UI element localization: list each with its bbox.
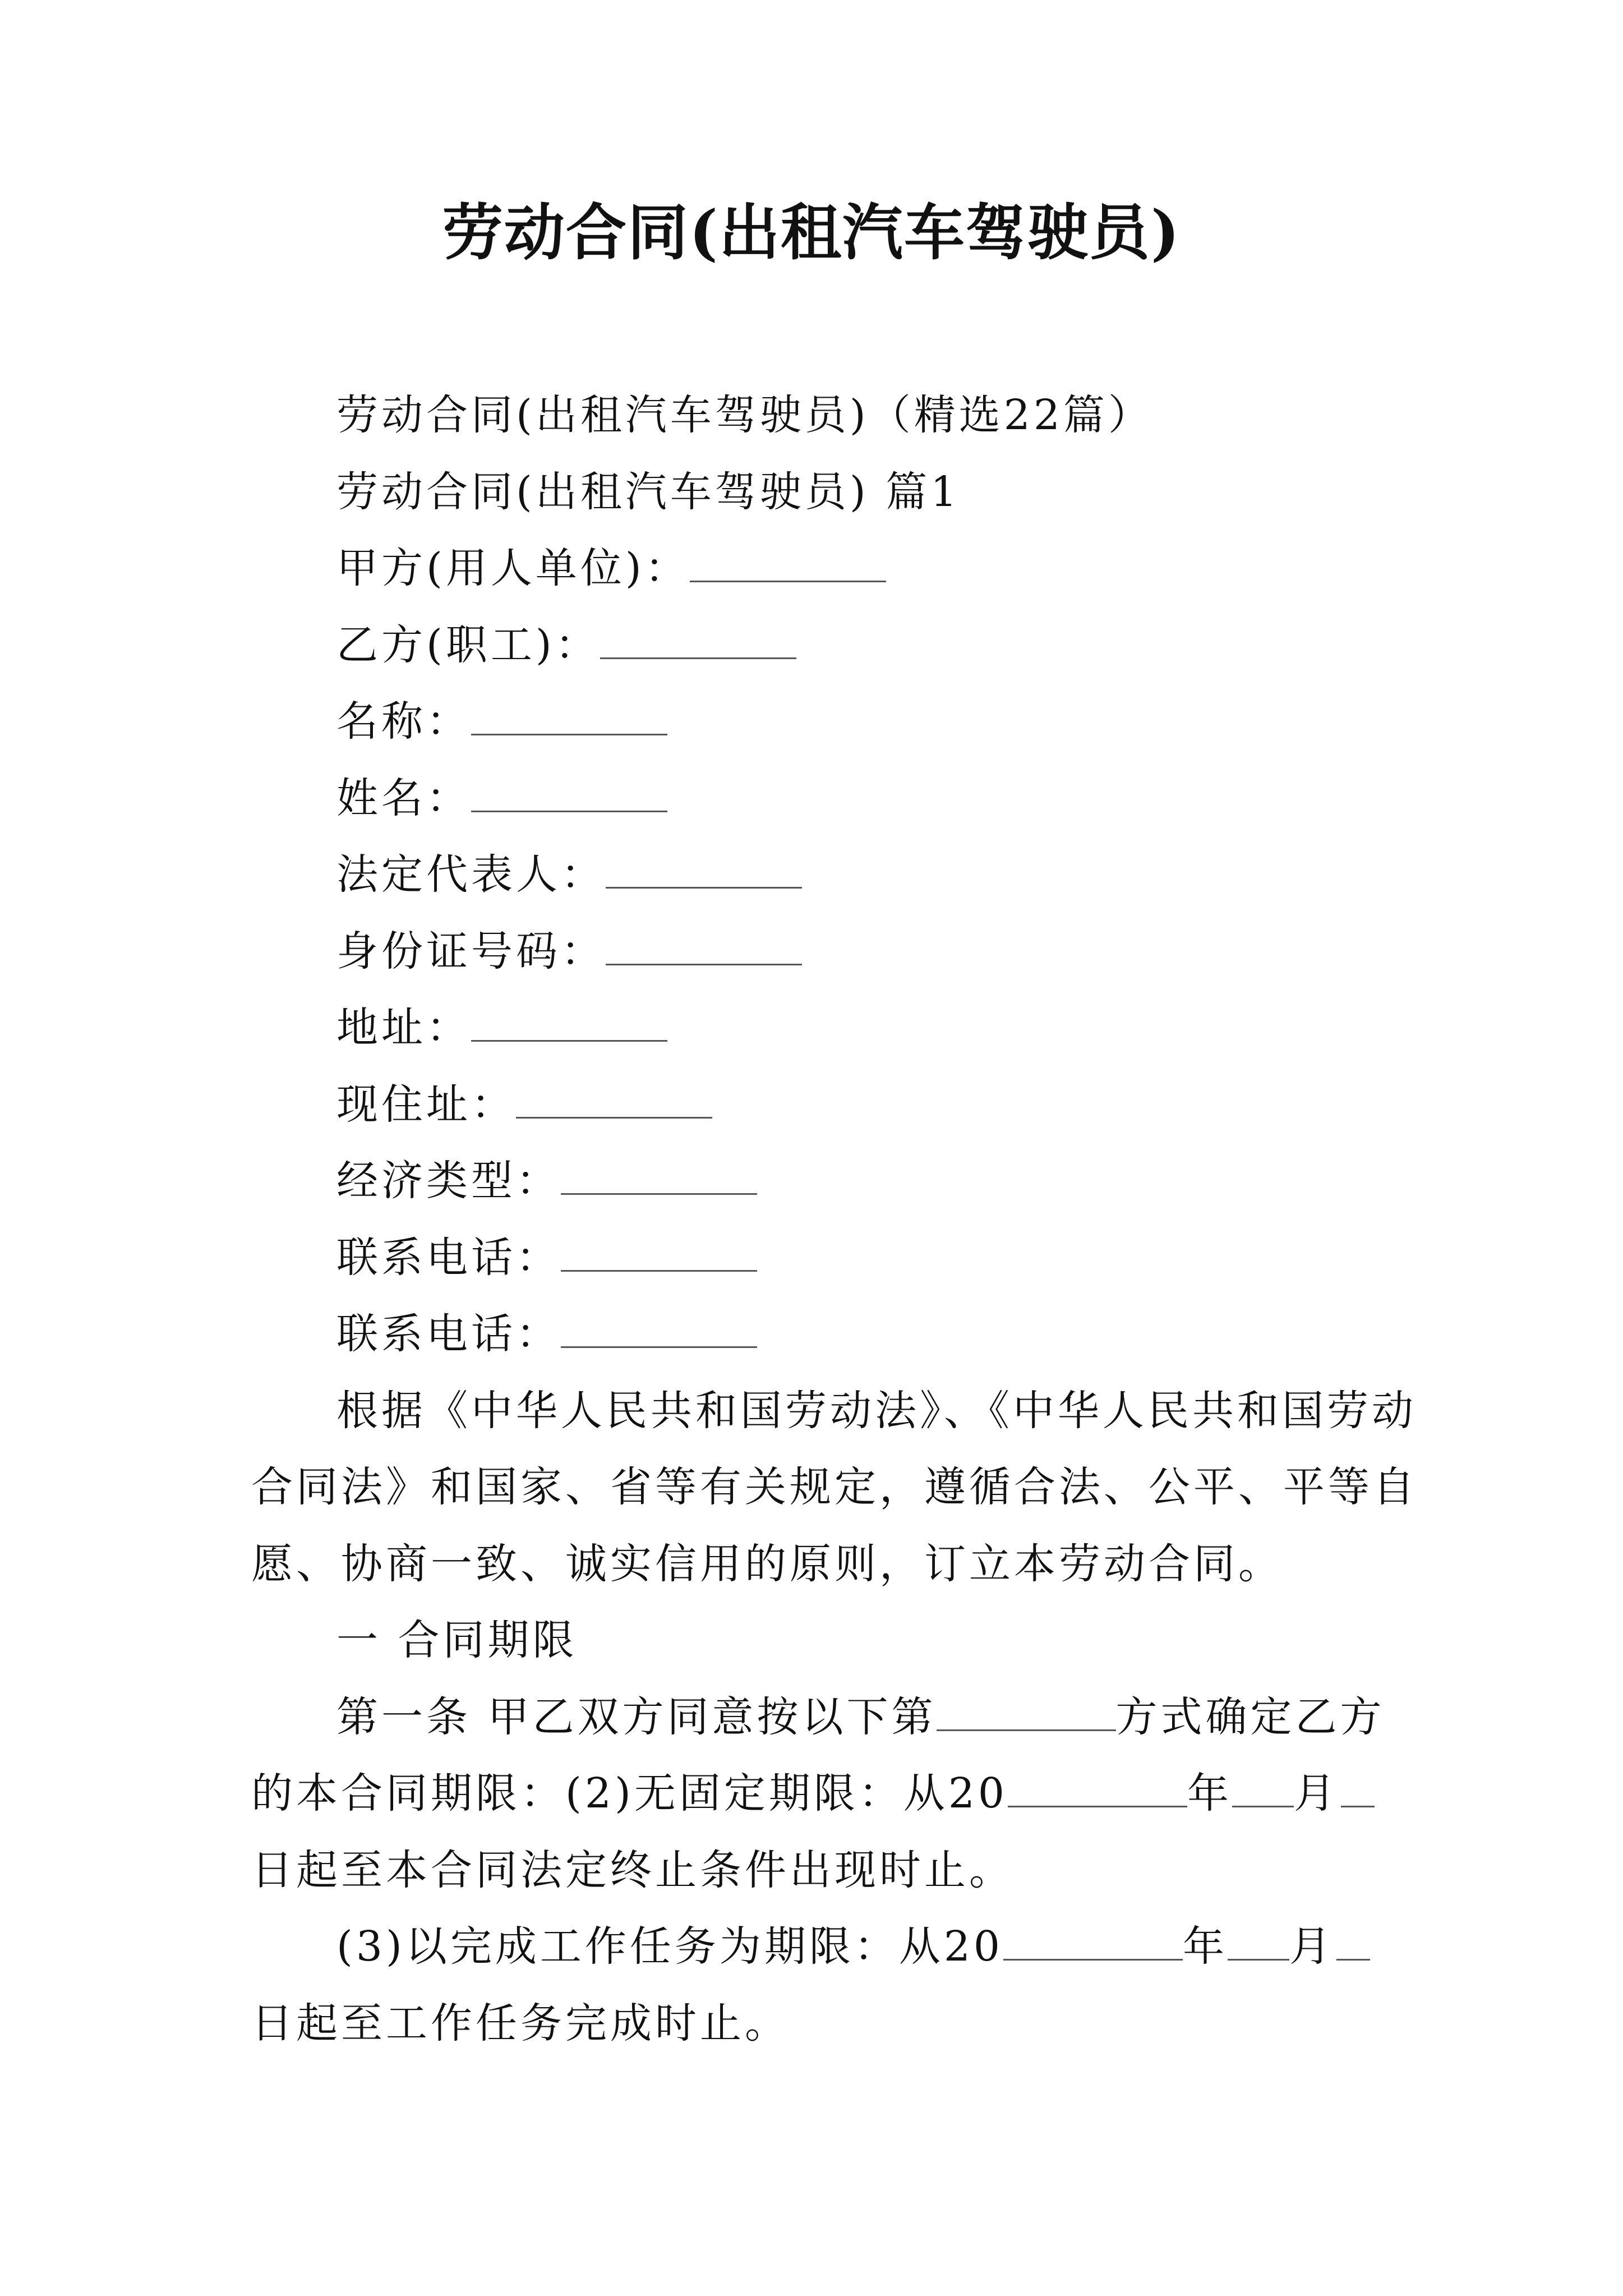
field-label: 甲方(用人单位)： (336, 544, 690, 592)
field-label: 联系电话： (336, 1234, 561, 1282)
field-label: 名称： (336, 697, 471, 746)
article-text: 第一条 甲乙双方同意按以下第 (336, 1693, 937, 1741)
item-3-line-2: 日起至工作任务完成时止。 (251, 1999, 790, 2047)
field-label: 身份证号码： (336, 927, 606, 976)
field-phone-a (336, 1230, 757, 1286)
blank-line (561, 1154, 757, 1195)
blank-line (1008, 1766, 1187, 1807)
preamble-line-2: 合同法》和国家、省等有关规定，遵循合法、公平、平等自 (251, 1463, 1418, 1511)
field-address (336, 1000, 667, 1056)
article-1-line-2 (251, 1765, 1375, 1821)
blank-line (1003, 1920, 1183, 1961)
field-name (336, 693, 667, 749)
blank-line (471, 771, 667, 812)
chapter-heading: 一 合同期限 (336, 1616, 578, 1664)
blank-line (561, 1307, 757, 1348)
blank-line (561, 1231, 757, 1272)
section-heading: 劳动合同(出租汽车驾驶员) 篇1 (336, 468, 961, 516)
blank-line (516, 1078, 712, 1119)
preamble-line-3: 愿、协商一致、诚实信用的原则，订立本劳动合同。 (251, 1540, 1283, 1588)
field-id-number (336, 923, 802, 979)
blank-line (606, 848, 802, 889)
year-label: 年 (1182, 1922, 1228, 1971)
blank-line (690, 541, 886, 582)
subtitle: 劳动合同(出租汽车驾驶员)（精选22篇） (336, 391, 1153, 439)
blank-line (937, 1690, 1116, 1731)
field-label: 姓名： (336, 774, 471, 822)
blank-line (600, 618, 796, 659)
field-current-address (336, 1076, 712, 1133)
item-text: (3)以完成工作任务为期限：从20 (336, 1922, 1003, 1971)
article-text: 的本合同期限：(2)无固定期限：从20 (251, 1769, 1008, 1818)
field-label: 现住址： (336, 1080, 516, 1129)
blank-line (1336, 1920, 1370, 1961)
field-label: 乙方(职工)： (336, 621, 600, 669)
article-1-line-3: 日起至本合同法定终止条件出现时止。 (251, 1846, 1014, 1894)
field-party-a (336, 540, 886, 596)
document-title: 劳动合同(出租汽车驾驶员) (442, 197, 1181, 268)
field-economic-type (336, 1153, 757, 1209)
blank-line (1341, 1766, 1375, 1807)
blank-line (471, 1001, 667, 1042)
field-label: 地址： (336, 1004, 471, 1052)
blank-line (1232, 1766, 1294, 1807)
month-label: 月 (1293, 1769, 1339, 1818)
article-1-line-1 (336, 1689, 1385, 1745)
field-phone-b (336, 1306, 757, 1362)
article-text: 方式确定乙方 (1115, 1693, 1385, 1741)
field-person-name (336, 770, 667, 826)
blank-line (1228, 1920, 1289, 1961)
field-legal-rep (336, 846, 802, 903)
month-label: 月 (1289, 1922, 1334, 1971)
field-label: 经济类型： (336, 1157, 561, 1205)
field-label: 法定代表人： (336, 850, 606, 899)
preamble-line-1: 根据《中华人民共和国劳动法》、《中华人民共和国劳动 (336, 1387, 1417, 1435)
blank-line (606, 924, 802, 965)
year-label: 年 (1187, 1769, 1232, 1818)
blank-line (471, 694, 667, 735)
field-label: 联系电话： (336, 1310, 561, 1358)
field-party-b (336, 617, 796, 673)
item-3-line-1 (336, 1918, 1370, 1975)
